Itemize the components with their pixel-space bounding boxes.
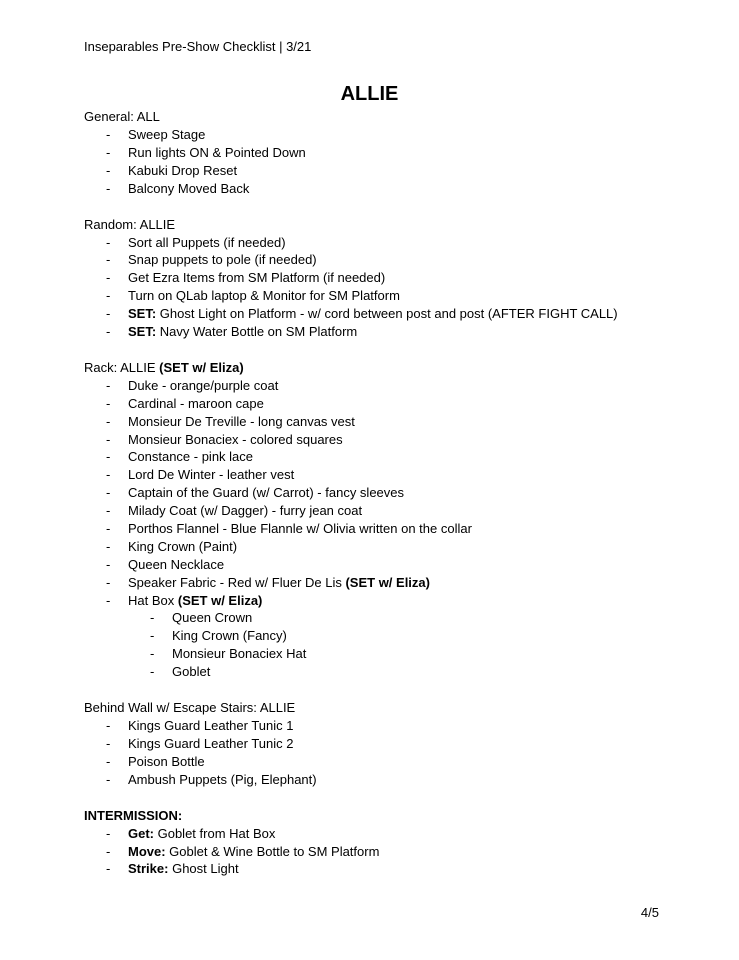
text: Sort all Puppets (if needed) [128, 234, 286, 250]
text: Get Ezra Items from SM Platform (if needed) [128, 270, 386, 286]
text: Kings Guard Leather Tunic 1 [128, 718, 294, 734]
checklist-item [84, 234, 704, 252]
checklist-subitem [84, 645, 704, 663]
checklist-item [84, 395, 704, 413]
checklist-content [84, 108, 704, 896]
checklist-item [84, 269, 704, 287]
text: Captain of the Guard (w/ Carrot) - fancy sleeves [128, 485, 405, 501]
text: Cardinal - maroon cape [128, 395, 264, 411]
checklist-items [84, 126, 704, 198]
text: King Crown (Fancy) [172, 628, 287, 644]
checklist-section [84, 216, 704, 341]
checklist-item [84, 502, 704, 520]
checklist-item [84, 592, 704, 610]
checklist-item [84, 162, 704, 180]
checklist-item [84, 466, 704, 484]
text: Kings Guard Leather Tunic 2 [128, 735, 294, 751]
text: Sweep Stage [128, 127, 206, 142]
text: Navy Water Bottle on SM Platform [156, 324, 358, 340]
text: Behind Wall w/ Escape Stairs: ALLIE [84, 700, 296, 716]
text: Hat Box [128, 592, 178, 608]
checklist-item [84, 323, 704, 341]
text: Monsieur Bonaciex Hat [172, 646, 307, 662]
section-heading [84, 359, 704, 377]
checklist-item [84, 413, 704, 431]
checklist-item [84, 717, 704, 735]
checklist-item [84, 771, 704, 789]
text: Turn on QLab laptop & Monitor for SM Platform [128, 288, 400, 304]
checklist-item [84, 556, 704, 574]
text: Porthos Flannel - Blue Flannle w/ Olivia written on the collar [128, 521, 472, 537]
text: Goblet [172, 664, 211, 680]
text: Random: ALLIE [84, 216, 176, 232]
text: Ghost Light on Platform - w/ cord between post and post (AFTER FIGHT CALL) [156, 306, 618, 322]
checklist-section [84, 359, 704, 681]
bold-text: (SET w/ Eliza) [177, 592, 263, 608]
text: Milady Coat (w/ Dagger) - furry jean coat [128, 503, 363, 519]
checklist-item [84, 144, 704, 162]
checklist-section [84, 699, 704, 789]
checklist-subitem [84, 627, 704, 645]
text: Duke - orange/purple coat [128, 377, 279, 393]
text: Run lights ON & Pointed Down [128, 144, 306, 160]
checklist-item [84, 448, 704, 466]
text: Queen Crown [172, 610, 253, 626]
text: King Crown (Paint) [128, 538, 238, 554]
checklist-item [84, 377, 704, 395]
checklist-section [84, 807, 704, 879]
checklist-subitem [84, 663, 704, 681]
bold-text: INTERMISSION: [84, 807, 183, 823]
bold-text: (SET w/ Eliza) [159, 359, 244, 375]
text: Ghost Light [168, 861, 239, 877]
section-heading [84, 699, 704, 717]
checklist-items [84, 825, 704, 879]
text: Queen Necklace [128, 556, 225, 572]
checklist-item [84, 431, 704, 449]
text: Poison Bottle [128, 753, 205, 769]
checklist-item [84, 574, 704, 592]
text: Ambush Puppets (Pig, Elephant) [128, 771, 317, 787]
text: General: ALL [84, 109, 160, 124]
text: Lord De Winter - leather vest [128, 467, 295, 483]
checklist-item [84, 126, 704, 144]
checklist-item [84, 825, 704, 843]
checklist-item [84, 520, 704, 538]
text: Monsieur De Treville - long canvas vest [128, 413, 355, 429]
text: Monsieur Bonaciex - colored squares [128, 431, 343, 447]
text: Goblet & Wine Bottle to SM Platform [165, 843, 380, 859]
checklist-item [84, 753, 704, 771]
text: Constance - pink lace [128, 449, 254, 465]
bold-text: (SET w/ Eliza) [345, 574, 430, 590]
text: Rack: ALLIE [84, 359, 160, 375]
checklist-item [84, 860, 704, 878]
page-header: Inseparables Pre-Show Checklist | 3/21 [84, 39, 312, 54]
document-title: ALLIE [340, 83, 399, 105]
checklist-item [84, 538, 704, 556]
text: Goblet from Hat Box [154, 825, 276, 841]
checklist-items [84, 717, 704, 789]
checklist-item [84, 287, 704, 305]
checklist-item [84, 305, 704, 323]
checklist-item [84, 735, 704, 753]
bold-text: Strike: [128, 861, 169, 877]
bold-text: Get: [128, 825, 154, 841]
section-heading [84, 108, 704, 126]
checklist-item [84, 843, 704, 861]
text: Kabuki Drop Reset [128, 162, 238, 178]
text: Snap puppets to pole (if needed) [128, 252, 317, 268]
checklist-item [84, 251, 704, 269]
section-heading [84, 807, 704, 825]
checklist-item [84, 484, 704, 502]
checklist-items [84, 377, 704, 681]
text: Balcony Moved Back [128, 180, 250, 196]
bold-text: SET: [128, 306, 157, 322]
checklist-items [84, 234, 704, 341]
text: Speaker Fabric - Red w/ Fluer De Lis [128, 574, 346, 590]
checklist-item [84, 180, 704, 198]
bold-text: Move: [128, 843, 166, 859]
bold-text: SET: [128, 324, 157, 340]
section-heading [84, 216, 704, 234]
checklist-subitem [84, 609, 704, 627]
checklist-section [84, 108, 704, 198]
page-number: 4/5 [640, 905, 659, 920]
